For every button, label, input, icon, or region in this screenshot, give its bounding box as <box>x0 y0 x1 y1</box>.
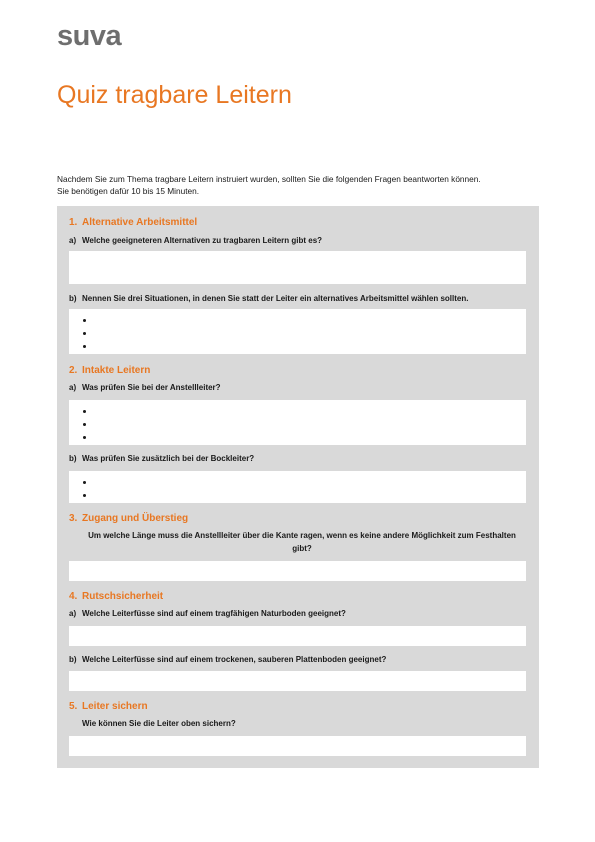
question-3 <box>69 529 522 555</box>
intro-text <box>57 173 537 197</box>
intro-line-2: Sie benötigen dafür 10 bis 15 Minuten. <box>57 186 200 196</box>
question-1b-text: Nennen Sie drei Situationen, in denen Sie statt der Leiter ein alternatives Arbeitsmittel wählen sollten. <box>82 294 469 303</box>
question-3-text: Um welche Länge muss die Anstellleiter über die Kante ragen, wenn es keine andere Möglichkeit zum Festhalten gibt? <box>88 531 516 553</box>
question-5-text: Wie können Sie die Leiter oben sichern? <box>82 719 236 728</box>
question-5 <box>69 717 236 730</box>
bullet-item[interactable] <box>83 315 526 328</box>
question-2b <box>69 452 254 465</box>
page-title: Quiz tragbare Leitern <box>57 81 292 109</box>
question-1b-label: b) <box>69 294 77 303</box>
question-4b <box>69 653 386 666</box>
question-1a <box>69 234 322 247</box>
question-2a-text: Was prüfen Sie bei der Anstellleiter? <box>82 383 221 392</box>
section-4-title-text: Rutschsicherheit <box>82 591 164 602</box>
bullet-item[interactable] <box>83 419 526 432</box>
intro-line-1: Nachdem Sie zum Thema tragbare Leitern instruiert wurden, sollten Sie die folgenden Fragen beantworten können. <box>57 174 481 184</box>
bullet-item[interactable] <box>83 432 526 445</box>
section-4-number: 4. <box>69 591 78 602</box>
suva-logo: suva <box>57 20 122 52</box>
section-4-title <box>69 592 163 602</box>
section-3-title-text: Zugang und Überstieg <box>82 513 189 524</box>
answer-field-1a[interactable] <box>69 251 526 284</box>
answer-bullet-list <box>69 400 526 445</box>
section-3-title <box>69 514 188 524</box>
bullet-item[interactable] <box>83 490 526 503</box>
answer-field-5[interactable] <box>69 736 526 756</box>
bullet-item[interactable] <box>83 477 526 490</box>
question-2a <box>69 381 221 394</box>
section-1-title <box>69 218 197 228</box>
section-2-number: 2. <box>69 365 78 376</box>
answer-field-2b[interactable] <box>69 471 526 503</box>
question-4b-text: Welche Leiterfüsse sind auf einem trockenen, sauberen Plattenboden geeignet? <box>82 655 387 664</box>
answer-bullet-list <box>69 309 526 354</box>
question-1a-label: a) <box>69 236 77 245</box>
bullet-item[interactable] <box>83 328 526 341</box>
question-4a <box>69 607 346 620</box>
section-5-title <box>69 702 148 712</box>
section-5-number: 5. <box>69 701 78 712</box>
section-1-number: 1. <box>69 217 78 228</box>
question-2b-text: Was prüfen Sie zusätzlich bei der Bockleiter? <box>82 454 255 463</box>
question-4b-label: b) <box>69 655 77 664</box>
section-2-title-text: Intakte Leitern <box>82 365 151 376</box>
answer-field-1b[interactable] <box>69 309 526 354</box>
question-4a-label: a) <box>69 609 77 618</box>
answer-bullet-list <box>69 471 526 503</box>
question-4a-text: Welche Leiterfüsse sind auf einem tragfähigen Naturboden geeignet? <box>82 609 346 618</box>
section-5-title-text: Leiter sichern <box>82 701 148 712</box>
section-1-title-text: Alternative Arbeitsmittel <box>82 217 198 228</box>
quiz-panel <box>57 206 539 768</box>
question-1a-text: Welche geeigneteren Alternativen zu tragbaren Leitern gibt es? <box>82 236 323 245</box>
answer-field-4b[interactable] <box>69 671 526 691</box>
bullet-item[interactable] <box>83 406 526 419</box>
section-3-number: 3. <box>69 513 78 524</box>
question-1b <box>69 292 468 305</box>
question-2a-label: a) <box>69 383 77 392</box>
bullet-item[interactable] <box>83 341 526 354</box>
answer-field-2a[interactable] <box>69 400 526 445</box>
answer-field-3[interactable] <box>69 561 526 581</box>
question-2b-label: b) <box>69 454 77 463</box>
section-2-title <box>69 366 150 376</box>
answer-field-4a[interactable] <box>69 626 526 646</box>
